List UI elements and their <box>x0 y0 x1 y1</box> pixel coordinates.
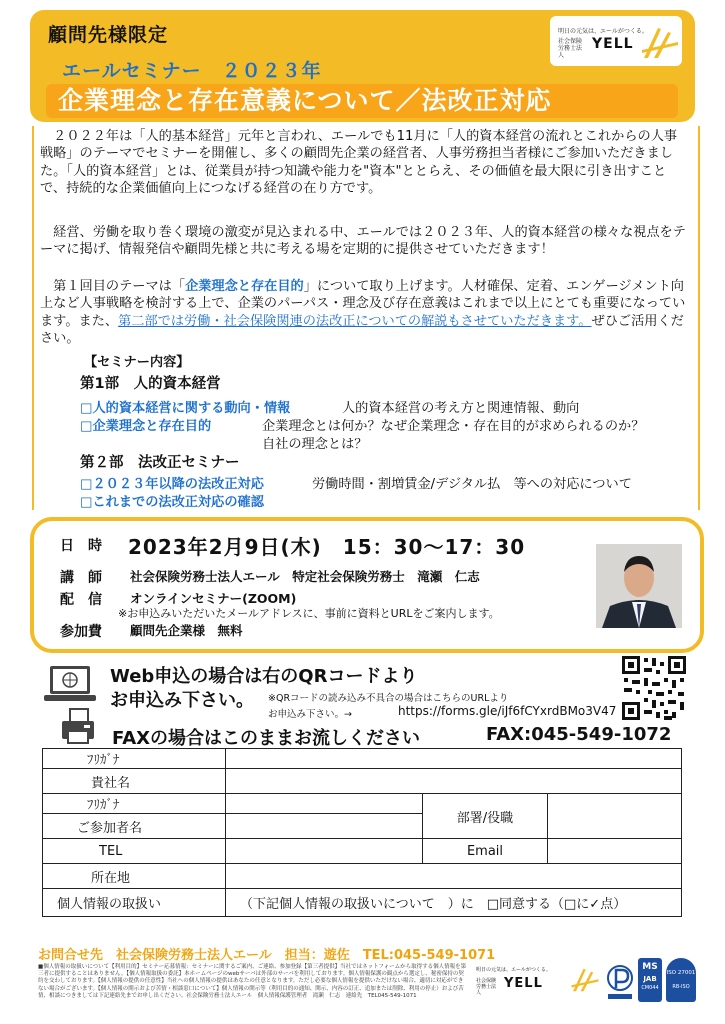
format-note: ※お申込みいただいたメールアドレスに、事前に資料とURLをご案内します。 <box>118 607 500 620</box>
furigana-label-1: ﾌﾘｶﾞﾅ <box>43 749 226 769</box>
furigana-label-2: ﾌﾘｶﾞﾅ <box>43 794 226 814</box>
qr-note-2: お申込み下さい。→ <box>268 709 352 720</box>
speaker-value: 社会保険労務士法人エール 特定社会保険労務士 滝瀬 仁志 <box>130 569 480 584</box>
application-form <box>42 748 682 917</box>
department-label: 部署/役職 <box>423 794 548 839</box>
part2-heading: 第２部 法改正セミナー <box>80 455 240 471</box>
qr-note-1: ※QRコードの読み込み不具合の場合はこちらのURLより <box>268 693 509 704</box>
item2-title: □企業理念と存在目的 <box>80 419 212 434</box>
privacy-policy-text: ■個人情報の取扱いについて【利用目的】セミナー応募情報：セミナーに関するご案内、ご連絡、参加登録【第三者提供】当社ではネットフォームから取得する個人情報を第三者に提供することはありません。【個人情報取扱の委託】本ホームページのwebサーバは外部のサーバを利用しております。個人情報保護の観点から選定し、秘密保持の契約を交わしております。【個人情報の提供の任意性】当社への個人情報の提供はあなたの任意となります。ただし必要な個人情報を提供いただけない場合、適切に対応ができない場合がございます。【個人情報の開示および苦情・相談窓口について】個人情報の開示等（利用目的の通知、開示、内容の訂正、追加または削除、利用の停止）および苦情、相談につきましては下記連絡先までお申し出ください。社会保険労務士法人エール 個人情報保護管理者 滝瀬 仁志 連絡先 TEL045-549-1071 <box>38 964 467 999</box>
fax-line: FAXの場合はこのままお流しください <box>112 728 421 749</box>
format-value: オンラインセミナー(ZOOM) <box>130 591 297 606</box>
footer-logo-mark-icon <box>570 966 600 994</box>
fax-number: FAX:045-549-1072 <box>486 724 672 745</box>
computer-icon <box>44 664 96 704</box>
logo-sub: 社会保険労務士法人 <box>558 38 583 59</box>
company-field[interactable] <box>226 769 682 794</box>
contact-info: お問合せ先 社会保険労務士法人エール 担当：遊佐 TEL:045-549-1071 <box>38 948 496 963</box>
footer-logo-tagline: 明日の元気は、エールがつくる。 <box>476 967 551 973</box>
footer-logo-word: YELL <box>504 976 543 991</box>
date-label: 日 時 <box>60 538 102 554</box>
intro-paragraph-3 <box>40 278 690 348</box>
address-label: 所在地 <box>43 864 226 889</box>
item2-desc-1: 企業理念とは何か？なぜ企業理念・存在目的が求められるのか？ <box>262 419 645 434</box>
privacy-mark-icon <box>606 962 634 1002</box>
email-field[interactable] <box>548 839 682 864</box>
exclusive-label: 顧問先様限定 <box>48 24 169 46</box>
format-label: 配 信 <box>60 592 102 608</box>
p3-text-b: 」について取り上げます。人材確保、定着、エンゲージメント向上など人事戦略を検討する上で、企業のパーパス・理念及び存在意義はこれまで以上にとても重要になっています。また、 <box>40 279 686 329</box>
intro-paragraph-1: ２０２２年は「人的基本経営」元年と言われ、エールでも11月に「人的資本経営の流れとこれからの人事戦略」のテーマでセミナーを開催し、多くの顧問先企業の経営者、人事労務担当者様にご参加いただきました。「人的資本経営」とは、従業員が持つ知識や能力を"資本"ととらえ、その価値を最大限に引き出すことで、持続的な企業価値向上につなげる経営の在り方です。 <box>40 129 678 197</box>
iso-27001-badge: ISO 27001 RB-ISO <box>666 958 696 1002</box>
speaker-label: 講 師 <box>60 570 102 586</box>
p3-text-c: ぜひご活用ください。 <box>40 313 684 347</box>
p3-text-a: 第１回目のテーマは「 <box>40 279 186 294</box>
section-heading: 【セミナー内容】 <box>84 355 190 370</box>
item3-desc: 労働時間・割増賃金/デジタル払 等への対応について <box>312 477 632 492</box>
form-url[interactable]: https://forms.gle/iJf6fCYxrdBMo3V47 <box>398 704 617 718</box>
company-furigana-field[interactable] <box>226 749 682 769</box>
page-title: 企業理念と存在意義について／法改正対応 <box>58 86 552 115</box>
privacy-consent-checkbox[interactable]: （下記個人情報の取扱いについて ）に □同意する（□に✓点） <box>226 889 682 917</box>
logo-word: YELL <box>592 36 634 52</box>
date-value: 2023年2月9日(木) 15：30〜17：30 <box>128 535 526 559</box>
attendee-field[interactable] <box>226 814 423 839</box>
attendee-furigana-field[interactable] <box>226 794 423 814</box>
item4-title: □これまでの法改正対応の確認 <box>80 495 264 510</box>
iso-ms-badge: MS JAB CM044 <box>638 958 662 1002</box>
item3-title: □２０２３年以降の法改正対応 <box>80 477 264 492</box>
intro-paragraph-2: 経営、労働を取り巻く環境の激変が見込まれる中、エールでは２０２３年、人的資本経営の様々な視点をテーマに掲げ、情報発信や顧問先様と共に考える場を定期的に提供させていただきます！ <box>40 225 686 258</box>
logo-tagline: 明日の元気は、エールがつくる。 <box>558 28 648 35</box>
company-label: 貴社名 <box>43 769 226 794</box>
department-field[interactable] <box>548 794 682 839</box>
tel-label: TEL <box>43 839 226 864</box>
web-apply-line1: Web申込の場合は右のQRコードより <box>110 666 418 687</box>
fax-icon <box>58 707 98 747</box>
speaker-photo <box>596 544 682 628</box>
attendee-label: ご参加者名 <box>43 814 226 839</box>
p3-highlight: 企業理念と存在目的 <box>185 279 304 294</box>
privacy-label: 個人情報の取扱い <box>43 889 226 917</box>
qr-code[interactable] <box>620 654 688 722</box>
item2-desc-2: 自社の理念とは？ <box>262 437 368 452</box>
fee-value: 顧問先企業様 無料 <box>130 623 243 638</box>
web-apply-line2: お申込み下さい。 <box>110 690 254 711</box>
seminar-label: エールセミナー ２０２３年 <box>62 60 322 82</box>
p3-link[interactable]: 第二部では労働・社会保険関連の法改正についての解説もさせていただきます。 <box>118 313 592 329</box>
footer-logo-sub: 社会保険労務士法人 <box>476 978 497 996</box>
email-label: Email <box>423 839 548 864</box>
part1-heading: 第1部 人的資本経営 <box>80 376 221 392</box>
address-field[interactable] <box>226 864 682 889</box>
item1-desc: 人的資本経営の考え方と関連情報、動向 <box>342 401 580 416</box>
logo-mark-icon <box>640 26 680 60</box>
item1-title: □人的資本経営に関する動向・情報 <box>80 401 291 416</box>
tel-field[interactable] <box>226 839 423 864</box>
fee-label: 参加費 <box>60 624 102 640</box>
